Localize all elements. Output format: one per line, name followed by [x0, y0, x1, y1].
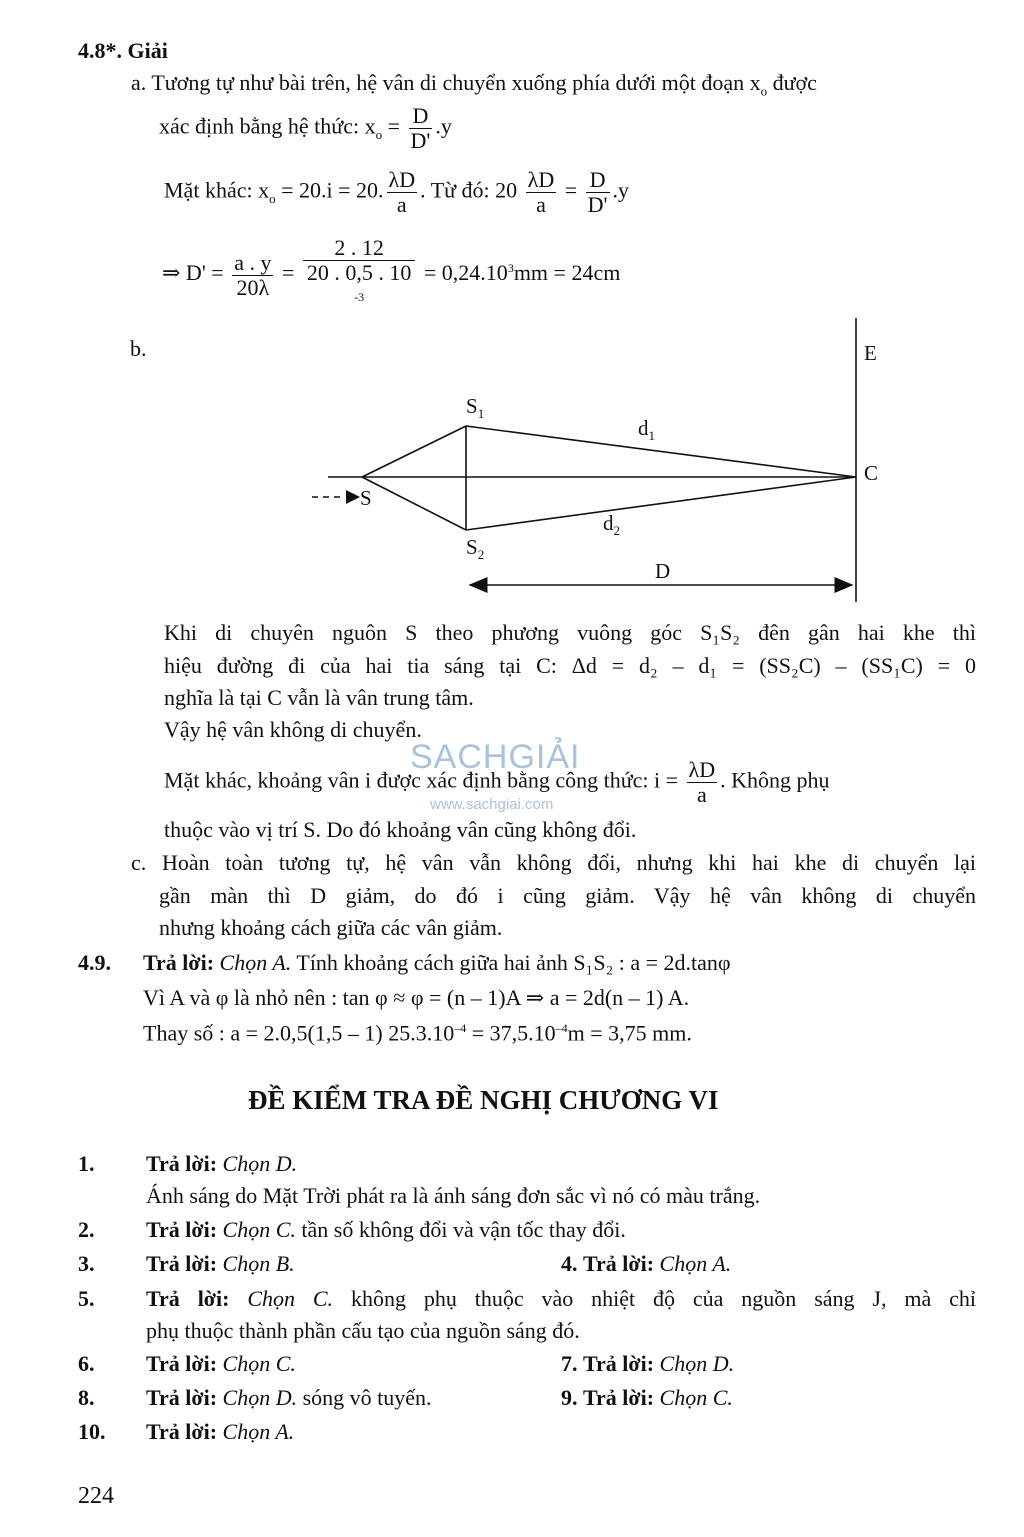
- source-arrow-icon: [346, 490, 360, 504]
- part-c-line: nhưng khoảng cách giữa các vân giảm.: [159, 915, 503, 940]
- part-a-line-1: a. Tương tự như bài trên, hệ vân di chuyển xuống phía dưới một đoạn $x_o$ được: [131, 70, 817, 99]
- answer-number: 6.: [78, 1351, 95, 1376]
- equation-mat-khac: Mặt khác: $x_o = 20.i = 20$. $\frac{\lambda D}{a}$ . Từ đó: 20 $\frac{\lambda D}{a}$ = $\frac{D}{D'}$ .y: [164, 167, 630, 217]
- label-s: S: [360, 486, 372, 510]
- fraction-lambda-d-over-a: $\frac{\lambda D}{a}$: [388, 167, 416, 217]
- fraction-numeric: 2 . 12 20 . 0,5 . 10 $^{-3}$: [303, 236, 416, 314]
- answer-5-explanation: phụ thuộc thành phần cấu tạo của nguồn sáng đó.: [146, 1318, 580, 1343]
- section-4-9-line-1: Trả lời: Chọn A. Tính khoảng cách giữa hai ảnh S₁S₂ : a = 2d.tanφ: [143, 950, 731, 975]
- answer-5: Trả lời: Chọn C. không phụ thuộc vào nhiệt độ của nguồn sáng J, mà chỉ: [146, 1286, 976, 1311]
- section-4-9-line-2: Vì A và φ là nhỏ nên : tan φ ≈ φ = (n – 1)A ⇒ a = 2d(n – 1) A.: [143, 985, 690, 1010]
- equation-x0: xác định bằng hệ thức: $x_o$ = $\frac{D}{D'}$ .y: [159, 103, 452, 153]
- answer-9: 9. Trả lời: Chọn C.: [561, 1385, 733, 1410]
- fraction-lambda-d-over-a-2: $\frac{\lambda D}{a}$: [527, 167, 555, 217]
- fraction-d-over-dprime-2: $\frac{D}{D'}$: [587, 167, 608, 217]
- ray-s-s2: [362, 477, 466, 530]
- answer-number: 3.: [78, 1251, 95, 1276]
- answer-1-explanation: Ánh sáng do Mặt Trời phát ra là ánh sáng đơn sắc vì nó có màu trắng.: [146, 1183, 761, 1208]
- page-number: 224: [78, 1483, 114, 1509]
- fraction-d-over-dprime: $\frac{D}{D'}$: [410, 103, 431, 153]
- section-heading-4-8: 4.8*. Giải: [78, 38, 168, 63]
- double-slit-diagram: [300, 310, 900, 610]
- answer-7: 7. Trả lời: Chọn D.: [561, 1351, 735, 1376]
- label-d1: $d_1$: [638, 416, 655, 443]
- chapter-title: ĐỀ KIỂM TRA ĐỀ NGHỊ CHƯƠNG VI: [248, 1085, 719, 1115]
- paragraph-line: hiệu đường đi của hai tia sáng tại C: Δd = d₂ – d₁ = (SS₂C) – (SS₁C) = 0: [164, 653, 976, 678]
- paragraph-line: nghĩa là tại C vẫn là vân trung tâm.: [164, 685, 474, 710]
- ray-d1: [466, 426, 856, 477]
- watermark-logo: SACHGIẢI: [410, 738, 581, 776]
- answer-4: 4. Trả lời: Chọn A.: [561, 1251, 732, 1276]
- part-c-line: gần màn thì D giảm, do đó i cũng giảm. Vậy hệ vân không di chuyển: [159, 883, 976, 908]
- answer-10: Trả lời: Chọn A.: [146, 1419, 295, 1444]
- label-s2: $S_2$: [466, 535, 485, 562]
- label-s1: $S_1$: [466, 394, 485, 421]
- answer-1: Trả lời: Chọn D.: [146, 1151, 298, 1176]
- answer-number: 2.: [78, 1217, 95, 1242]
- equation-d-prime: ⇒ D' = $\frac{a . y}{20\lambda}$ = 2 . 12 20 . 0,5 . 10 $^{-3}$ = $0,24.10^3mm = 24cm$: [162, 236, 620, 314]
- answer-2: Trả lời: Chọn C. tần số không đổi và vận tốc thay đổi.: [146, 1217, 626, 1242]
- part-c-line: c. Hoàn toàn tương tự, hệ vân vẫn không đổi, nhưng khi hai khe di chuyển lại: [131, 850, 976, 875]
- fraction-ay-over-20lambda: $\frac{a . y}{20\lambda}$: [234, 249, 272, 300]
- answer-number: 10.: [78, 1419, 106, 1444]
- answer-number: 8.: [78, 1385, 95, 1410]
- paragraph-line: Khi di chuyên nguôn S theo phương vuông góc S₁S₂ đên gân hai khe thì: [164, 620, 976, 645]
- label-e: E: [864, 341, 877, 365]
- answer-number: 1.: [78, 1151, 95, 1176]
- paragraph-line: Vậy hệ vân không di chuyển.: [164, 717, 422, 742]
- answer-8: Trả lời: Chọn D. sóng vô tuyến.: [146, 1385, 432, 1410]
- section-4-9-line-3: Thay số : a = 2.0,5(1,5 – 1) $25.3.10^{-4} = 37,5.10^{-4}m = 3,75$ mm.: [143, 1020, 692, 1046]
- ray-s-s1: [362, 426, 466, 477]
- paragraph-line: thuộc vào vị trí S. Do đó khoảng vân cũng không đổi.: [164, 817, 637, 842]
- label-c: C: [864, 461, 879, 485]
- answer-3: Trả lời: Chọn B.: [146, 1251, 295, 1276]
- label-d2: $d_2$: [603, 511, 620, 538]
- answer-number: 5.: [78, 1286, 95, 1311]
- answer-6: Trả lời: Chọn C.: [146, 1351, 296, 1376]
- watermark-url: www.sachgiai.com: [430, 796, 554, 813]
- spacing-formula-line: Mặt khác, khoảng vân i được xác định bằng công thức: i = $\frac{\lambda D}{a}$ . Không phụ: [164, 757, 830, 807]
- ray-d2: [466, 477, 856, 530]
- part-b-label: b.: [130, 336, 147, 361]
- fraction-lambda-d-over-a-3: $\frac{\lambda D}{a}$: [688, 757, 716, 807]
- section-number-4-9: 4.9.: [78, 950, 111, 975]
- label-distance-d: D: [655, 559, 671, 583]
